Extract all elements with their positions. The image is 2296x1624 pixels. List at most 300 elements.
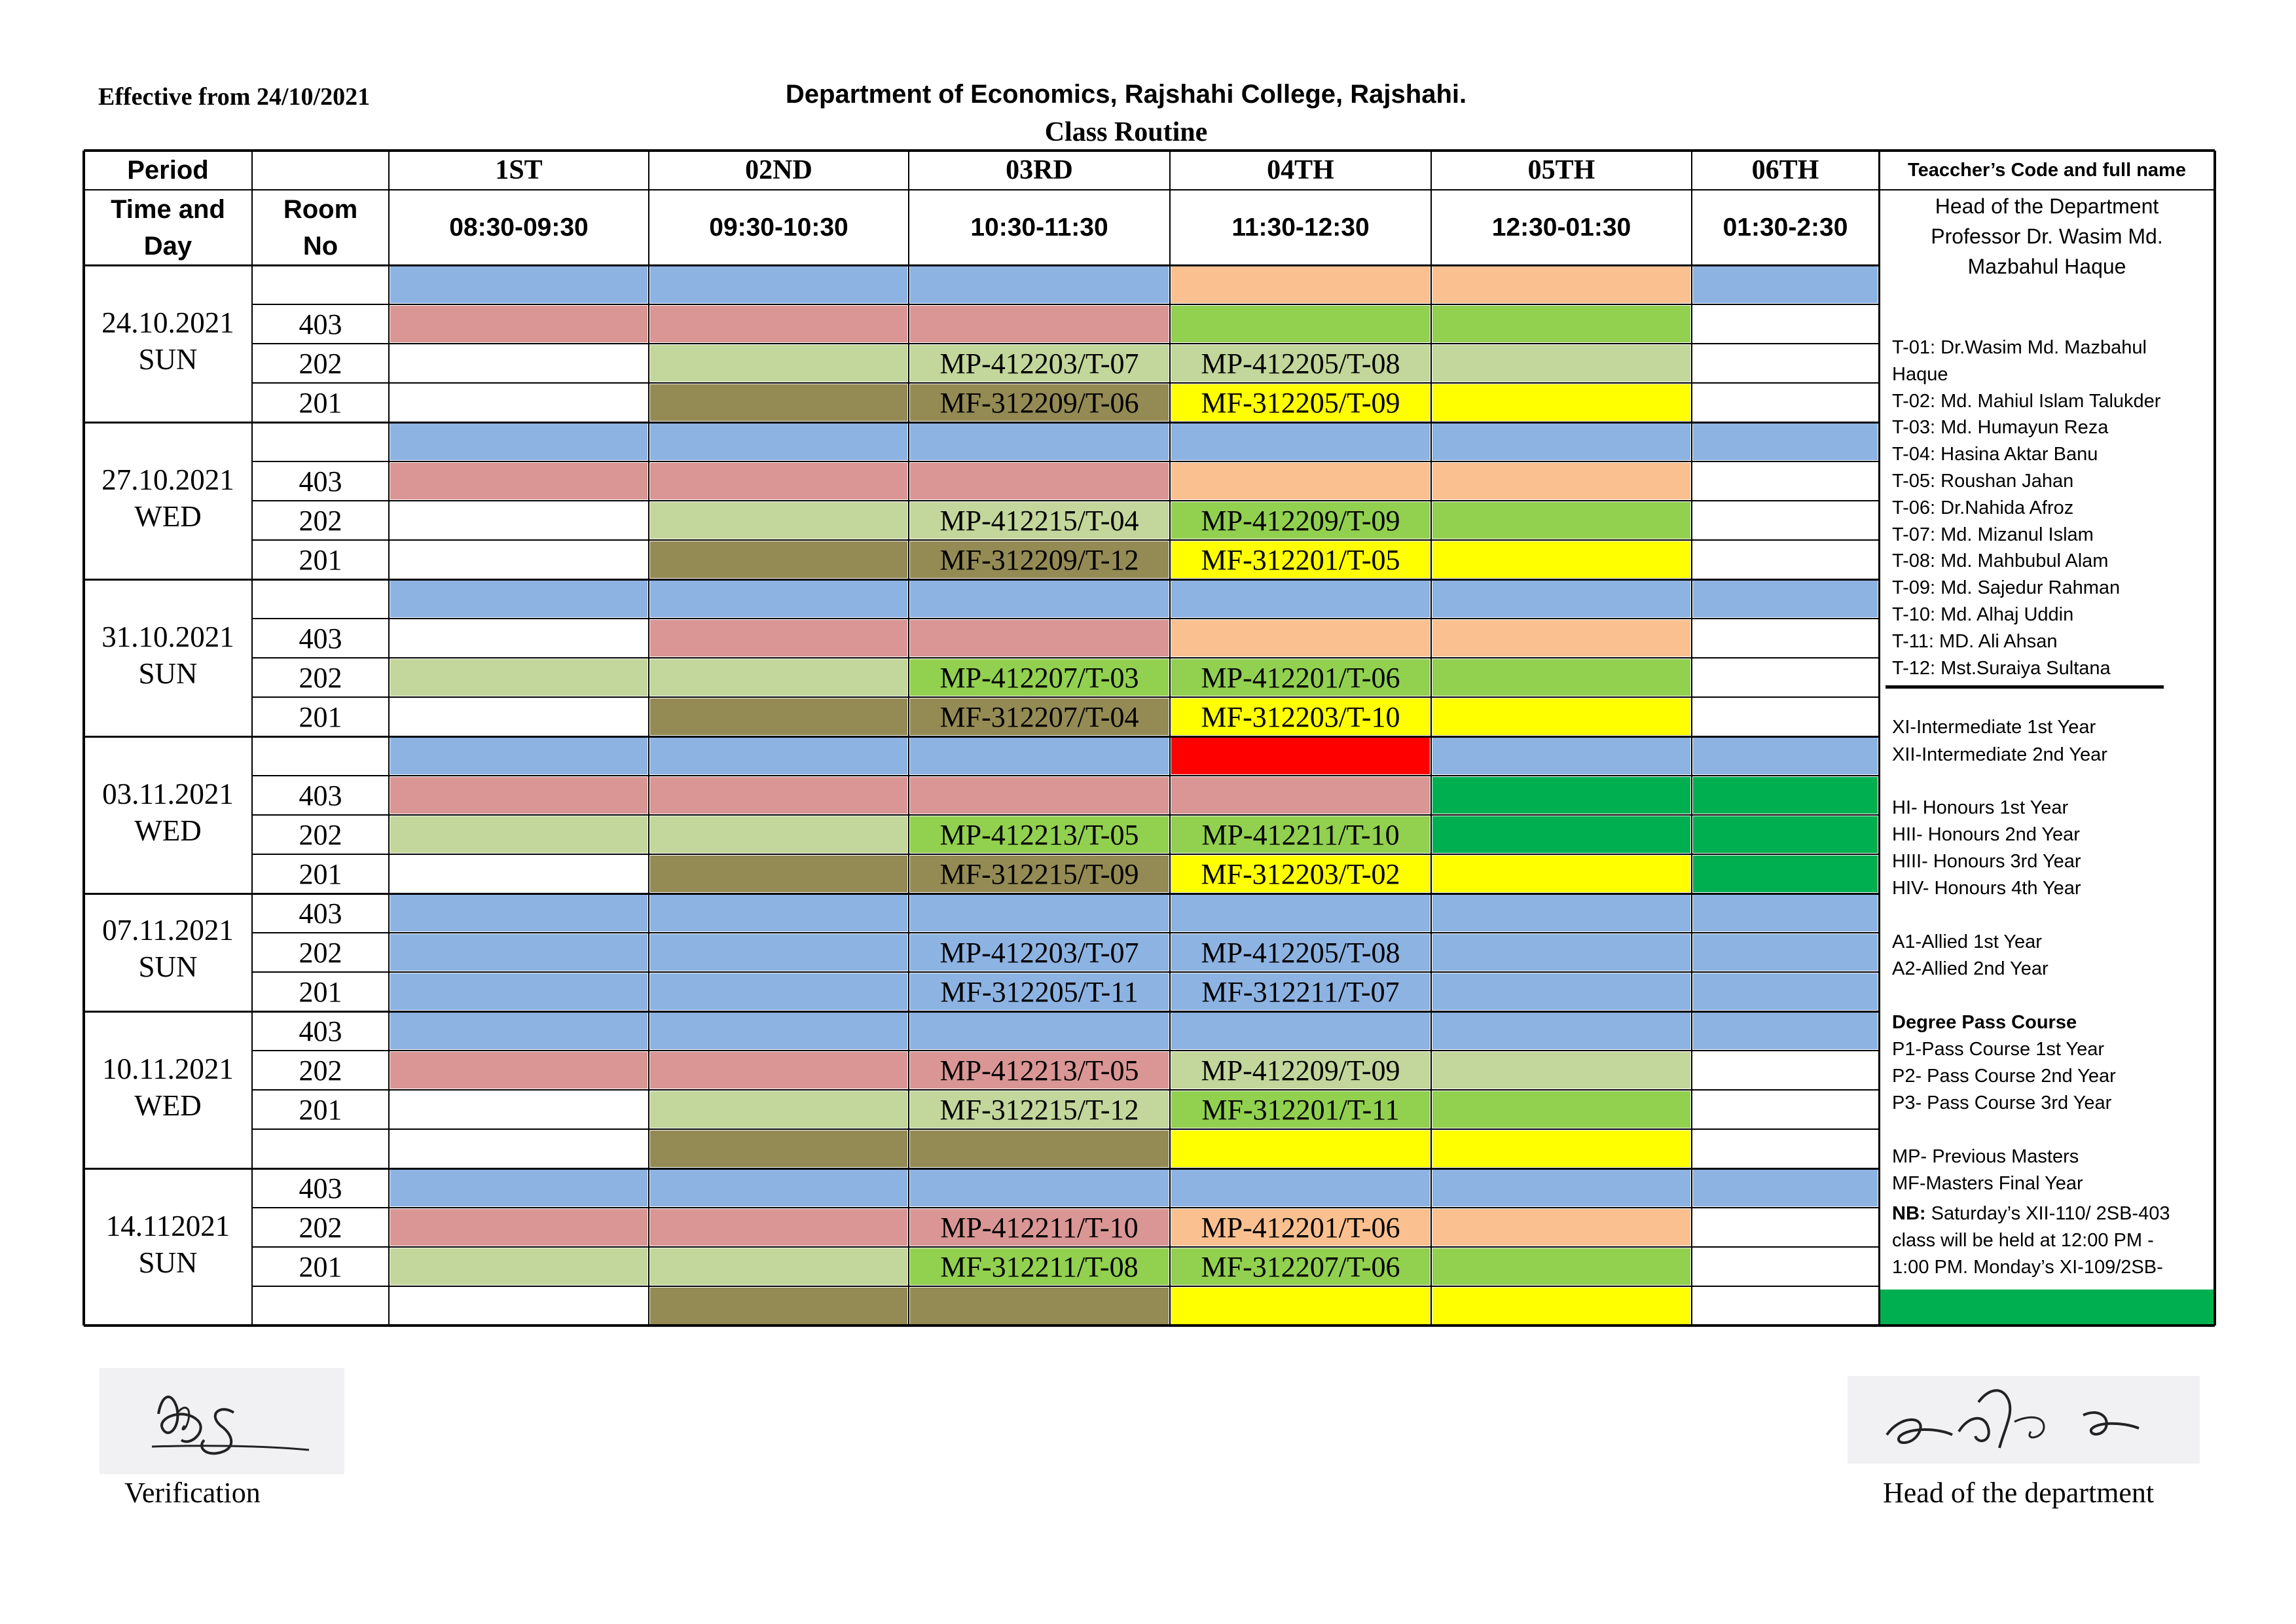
class-cell (650, 424, 907, 460)
class-cell: MF-312215/T-09 (910, 856, 1169, 892)
class-cell (1432, 306, 1690, 342)
effective-date: Effective from 24/10/2021 (98, 83, 371, 111)
period-time: 12:30-01:30 (1491, 213, 1631, 242)
day-label (84, 619, 252, 736)
class-cell (1693, 1130, 1878, 1167)
legend-line: XI-Intermediate 1st Year (1892, 717, 2096, 738)
teacher-code-line: T-07: Md. Mizanul Islam (1892, 524, 2094, 545)
class-cell (1171, 463, 1430, 499)
class-cell (910, 777, 1169, 814)
class-cell (390, 463, 647, 499)
class-cell (1432, 1170, 1690, 1206)
legend-line: HII- Honours 2nd Year (1892, 824, 2080, 845)
class-cell (1693, 816, 1878, 853)
class-cell (1432, 659, 1690, 696)
grid-line (84, 189, 2215, 190)
class-cell (390, 581, 647, 617)
period-time: 08:30-09:30 (449, 213, 589, 242)
class-cell (1171, 1170, 1430, 1206)
class-cell (910, 1013, 1169, 1049)
room-cell: 201 (299, 975, 342, 1008)
class-cell (1693, 1052, 1878, 1089)
class-cell (650, 738, 907, 774)
class-cell (910, 895, 1169, 931)
class-cell: MP-412201/T-06 (1171, 1209, 1430, 1246)
period-label: 1ST (495, 155, 543, 185)
class-cell (650, 895, 907, 931)
class-cell (1171, 1013, 1430, 1049)
class-cell (1432, 1091, 1690, 1128)
class-cell (1432, 738, 1690, 774)
room-cell: 202 (299, 504, 342, 537)
class-cell (1171, 306, 1430, 342)
class-cell (390, 777, 647, 814)
room-cell: 201 (299, 1093, 342, 1126)
class-cell (1693, 1209, 1878, 1246)
class-cell (1432, 1130, 1690, 1167)
legend-line: Degree Pass Course (1892, 1012, 2077, 1033)
class-cell (1693, 1248, 1878, 1285)
day-date: 10.11.2021 (102, 1053, 234, 1085)
class-cell (650, 1013, 907, 1049)
class-cell (650, 856, 907, 892)
grid-line (252, 539, 1879, 541)
class-cell: MP-412213/T-05 (910, 1052, 1169, 1089)
day-label (84, 912, 252, 990)
class-cell (650, 816, 907, 853)
day-date: 27.10.2021 (101, 463, 234, 496)
grid-line (1691, 151, 1692, 1326)
grid-line (252, 461, 1879, 462)
class-cell (390, 973, 647, 1010)
grid-line (252, 1089, 1879, 1091)
class-cell (650, 973, 907, 1010)
class-cell: MP-412215/T-04 (910, 502, 1169, 539)
class-cell (390, 620, 647, 657)
grid-line (84, 1324, 1879, 1327)
teacher-code-line: T-04: Hasina Aktar Banu (1892, 444, 2098, 465)
nb-line: class will be held at 12:00 PM - (1892, 1230, 2154, 1251)
class-cell: MP-412209/T-09 (1171, 1052, 1430, 1089)
grid-line (252, 1207, 1879, 1208)
head-signature (1848, 1376, 2200, 1464)
grid-line (82, 151, 85, 1326)
class-cell (650, 934, 907, 971)
class-cell (650, 266, 907, 303)
class-cell: MP-412205/T-08 (1171, 934, 1430, 971)
class-cell (910, 620, 1169, 657)
day-date: 03.11.2021 (102, 778, 234, 810)
class-cell (650, 541, 907, 578)
class-cell (650, 1091, 907, 1128)
class-cell: MF-312207/T-04 (910, 698, 1169, 735)
routine-title: Class Routine (1044, 117, 1208, 147)
class-cell (650, 659, 907, 696)
class-cell (1693, 424, 1878, 460)
teacher-code-line: T-02: Md. Mahiul Islam Talukder (1892, 390, 2161, 412)
grid-line (84, 893, 1879, 895)
class-cell: MP-412213/T-05 (910, 816, 1169, 853)
day-date: 07.11.2021 (102, 914, 234, 947)
period-header: Period (127, 155, 209, 185)
grid-line (252, 854, 1879, 855)
period-label: 03RD (1006, 155, 1073, 185)
grid-line (252, 304, 1879, 305)
class-cell: MP-412205/T-08 (1171, 345, 1430, 382)
head-of-department-line: Professor Dr. Wasim Md. (1931, 225, 2163, 248)
class-cell (390, 1248, 647, 1285)
class-cell (910, 463, 1169, 499)
room-cell: 201 (299, 700, 342, 733)
class-cell: MP-412201/T-06 (1171, 659, 1430, 696)
day-date: 24.10.2021 (101, 306, 234, 339)
class-cell (1432, 816, 1690, 853)
class-cell (1693, 463, 1878, 499)
class-cell (1693, 1170, 1878, 1206)
room-header: Room No (283, 194, 358, 261)
class-cell (1432, 895, 1690, 931)
room-cell: 403 (299, 465, 342, 497)
class-cell (1171, 266, 1430, 303)
room-cell: 403 (299, 1015, 342, 1047)
class-cell (390, 1013, 647, 1049)
grid-line (84, 422, 1879, 424)
class-cell (1693, 777, 1878, 814)
grid-line (648, 151, 649, 1326)
day-weekday: SUN (138, 343, 198, 376)
room-cell: 403 (299, 779, 342, 812)
teacher-code-line: T-10: Md. Alhaj Uddin (1892, 604, 2074, 625)
period-time: 01:30-2:30 (1722, 213, 1848, 242)
room-cell: 403 (299, 308, 342, 340)
grid-line (252, 382, 1879, 384)
class-cell (390, 1052, 647, 1089)
time-day-header: Time and Day (111, 194, 225, 261)
room-cell: 202 (299, 1211, 342, 1244)
period-label: 05TH (1527, 155, 1595, 185)
class-cell (390, 856, 647, 892)
class-cell: MF-312211/T-07 (1171, 973, 1430, 1010)
grid-line (84, 736, 1879, 738)
teacher-code-line: T-11: MD. Ali Ahsan (1892, 630, 2058, 652)
class-cell (1432, 620, 1690, 657)
grid-line (84, 1011, 1879, 1013)
grid-line (252, 1128, 1879, 1130)
grid-line (1879, 1324, 2215, 1327)
legend-line: A1-Allied 1st Year (1892, 931, 2042, 952)
class-cell (390, 698, 647, 735)
class-cell (1693, 502, 1878, 539)
class-cell (1432, 266, 1690, 303)
room-cell (252, 1129, 389, 1168)
room-cell (252, 1286, 389, 1326)
class-cell (390, 816, 647, 853)
teacher-code-line: T-06: Dr.Nahida Afroz (1892, 497, 2074, 518)
class-cell (1693, 266, 1878, 303)
class-cell (1693, 306, 1878, 342)
nb-line: Saturday’s XII-110/ 2SB-403 (1925, 1203, 2170, 1224)
class-cell (390, 306, 647, 342)
class-cell (390, 266, 647, 303)
day-weekday: SUN (138, 1246, 198, 1279)
legend-line: HIII- Honours 3rd Year (1892, 851, 2081, 872)
head-of-department-line: Head of the Department (1935, 194, 2159, 218)
class-cell (1693, 738, 1878, 774)
grid-line (252, 618, 1879, 619)
grid-line (1878, 151, 1880, 1326)
period-time: 09:30-10:30 (709, 213, 848, 242)
grid-line (84, 264, 1879, 266)
grid-line (252, 971, 1879, 973)
class-cell (1432, 424, 1690, 460)
grid-line (252, 814, 1879, 816)
class-cell (650, 345, 907, 382)
class-cell (1693, 973, 1878, 1010)
teacher-code-header: Teaccher’s Code and full name (1908, 159, 2186, 181)
class-cell (1432, 384, 1690, 421)
class-cell (910, 266, 1169, 303)
grid-line (252, 657, 1879, 659)
teacher-code-line: T-01: Dr.Wasim Md. Mazbahul (1892, 337, 2147, 358)
grid-line (1430, 151, 1432, 1326)
verification-label: Verification (124, 1477, 261, 1509)
legend-line: P1-Pass Course 1st Year (1892, 1039, 2105, 1060)
teacher-code-line: T-03: Md. Humayun Reza (1892, 417, 2109, 439)
class-cell (1693, 1288, 1878, 1324)
room-cell: 202 (299, 1054, 342, 1087)
class-cell: MF-312209/T-12 (910, 541, 1169, 578)
day-weekday: WED (134, 814, 202, 847)
grid-line (252, 500, 1879, 501)
class-cell (1432, 502, 1690, 539)
class-cell (390, 384, 647, 421)
class-cell (390, 1288, 647, 1324)
room-cell (252, 736, 389, 776)
day-date: 14.112021 (105, 1210, 230, 1242)
period-label: 06TH (1751, 155, 1819, 185)
class-cell: MF-312205/T-09 (1171, 384, 1430, 421)
class-cell (650, 620, 907, 657)
head-signature-box (1848, 1376, 2200, 1464)
class-cell (1693, 620, 1878, 657)
class-cell (1693, 1013, 1878, 1049)
class-cell (1432, 541, 1690, 578)
legend-line: HIV- Honours 4th Year (1892, 878, 2081, 899)
room-cell: 202 (299, 936, 342, 969)
class-cell (1432, 1288, 1690, 1324)
nb-label: NB: (1892, 1203, 1926, 1224)
grid-line (84, 149, 2215, 152)
legend-line: MP- Previous Masters (1892, 1146, 2079, 1167)
grid-line (2214, 151, 2216, 1326)
grid-line (252, 1050, 1879, 1051)
class-cell (390, 502, 647, 539)
class-cell (390, 1130, 647, 1167)
class-cell (390, 1170, 647, 1206)
day-weekday: SUN (138, 657, 198, 690)
teacher-code-line: T-12: Mst.Suraiya Sultana (1892, 657, 2111, 679)
room-cell: 201 (299, 857, 342, 890)
class-cell (650, 384, 907, 421)
class-cell: MP-412207/T-03 (910, 659, 1169, 696)
room-cell: 403 (299, 1172, 342, 1204)
class-cell (650, 581, 907, 617)
class-cell: MF-312211/T-08 (910, 1248, 1169, 1285)
class-cell (1432, 1052, 1690, 1089)
legend-line: P3- Pass Course 3rd Year (1892, 1092, 2112, 1113)
day-label (84, 461, 252, 579)
class-cell: MF-312203/T-10 (1171, 698, 1430, 735)
class-cell (1432, 1209, 1690, 1246)
class-cell: MF-312201/T-05 (1171, 541, 1430, 578)
class-cell (1171, 738, 1430, 774)
grid-line (252, 1286, 1879, 1287)
class-cell (1693, 895, 1878, 931)
sidebar-green-strip (1880, 1290, 2214, 1324)
day-weekday: WED (134, 1089, 202, 1122)
class-cell (1693, 345, 1878, 382)
class-cell (910, 306, 1169, 342)
room-cell (252, 579, 389, 619)
grid-line (252, 696, 1879, 698)
legend-line: A2-Allied 2nd Year (1892, 958, 2049, 979)
day-weekday: WED (134, 500, 202, 533)
class-cell (1171, 424, 1430, 460)
class-cell: MF-312209/T-06 (910, 384, 1169, 421)
day-label (84, 304, 252, 422)
grid-line (388, 151, 390, 1326)
class-cell (1693, 934, 1878, 971)
department-title: Department of Economics, Rajshahi College, Rajshahi. (785, 80, 1467, 109)
class-cell (390, 934, 647, 971)
class-cell (1693, 659, 1878, 696)
class-cell: MP-412211/T-10 (910, 1209, 1169, 1246)
day-weekday: SUN (138, 950, 198, 983)
teacher-code-line: T-05: Roushan Jahan (1892, 471, 2074, 492)
class-cell (1693, 384, 1878, 421)
room-cell (252, 422, 389, 461)
class-cell (1693, 581, 1878, 617)
class-cell (650, 1248, 907, 1285)
grid-line (252, 775, 1879, 776)
grid-line (908, 151, 909, 1326)
room-cell: 403 (299, 622, 342, 655)
class-cell (650, 502, 907, 539)
class-cell (1432, 581, 1690, 617)
legend-line: MF-Masters Final Year (1892, 1173, 2083, 1194)
class-cell (1432, 934, 1690, 971)
class-cell (650, 1288, 907, 1324)
class-cell (1432, 345, 1690, 382)
class-cell (1432, 777, 1690, 814)
class-cell (650, 1209, 907, 1246)
room-cell: 201 (299, 543, 342, 576)
class-cell: MP-412209/T-09 (1171, 502, 1430, 539)
class-cell (650, 463, 907, 499)
class-cell (1171, 1288, 1430, 1324)
class-cell: MP-412203/T-07 (910, 345, 1169, 382)
class-cell (390, 1091, 647, 1128)
class-cell (910, 1170, 1169, 1206)
class-cell (1432, 973, 1690, 1010)
period-time: 11:30-12:30 (1231, 213, 1370, 242)
class-cell (390, 1209, 647, 1246)
class-cell (910, 424, 1169, 460)
room-cell: 201 (299, 1250, 342, 1283)
nb-note (1892, 1203, 2170, 1225)
room-cell: 202 (299, 661, 342, 694)
grid-line (252, 932, 1879, 933)
class-cell (1432, 463, 1690, 499)
verification-signature (100, 1368, 344, 1474)
teacher-code-line: T-09: Md. Sajedur Rahman (1892, 577, 2121, 599)
class-cell (650, 698, 907, 735)
class-cell (650, 1130, 907, 1167)
class-cell (1171, 895, 1430, 931)
class-cell (390, 541, 647, 578)
period-label: 02ND (745, 155, 812, 185)
class-cell (910, 1130, 1169, 1167)
day-label (84, 776, 252, 893)
day-date: 31.10.2021 (101, 621, 234, 653)
room-cell (252, 265, 389, 304)
class-cell: MF-312207/T-06 (1171, 1248, 1430, 1285)
room-cell: 202 (299, 347, 342, 380)
class-cell (1432, 856, 1690, 892)
class-cell (390, 345, 647, 382)
teacher-code-line: T-08: Md. Mahbubul Alam (1892, 550, 2109, 572)
class-cell (1432, 698, 1690, 735)
class-cell (390, 895, 647, 931)
grid-line (1886, 685, 2164, 689)
class-cell (1693, 541, 1878, 578)
room-cell: 201 (299, 386, 342, 419)
head-label: Head of the department (1883, 1477, 2155, 1509)
class-cell (1171, 581, 1430, 617)
class-cell (1693, 1091, 1878, 1128)
period-label: 04TH (1267, 155, 1334, 185)
class-cell (1432, 1013, 1690, 1049)
class-cell (650, 306, 907, 342)
verification-signature-box (100, 1368, 344, 1474)
class-cell (1693, 856, 1878, 892)
room-cell: 403 (299, 897, 342, 929)
legend-line: P2- Pass Course 2nd Year (1892, 1066, 2116, 1087)
class-cell (1693, 698, 1878, 735)
class-cell: MF-312201/T-11 (1171, 1091, 1430, 1128)
teacher-code-line: Haque (1892, 363, 1948, 385)
grid-line (84, 579, 1879, 581)
class-cell (1171, 777, 1430, 814)
period-time: 10:30-11:30 (970, 213, 1108, 242)
grid-line (252, 343, 1879, 344)
room-cell: 202 (299, 818, 342, 851)
class-cell: MP-412211/T-10 (1171, 816, 1430, 853)
class-cell (1432, 1248, 1690, 1285)
class-cell (910, 1288, 1169, 1324)
class-cell (390, 738, 647, 774)
grid-line (84, 1168, 1879, 1170)
class-cell: MF-312203/T-02 (1171, 856, 1430, 892)
class-cell (650, 777, 907, 814)
day-label (84, 1051, 252, 1168)
class-cell (910, 581, 1169, 617)
class-cell (910, 738, 1169, 774)
head-of-department-line: Mazbahul Haque (1967, 255, 2126, 278)
class-cell: MF-312205/T-11 (910, 973, 1169, 1010)
legend-line: HI- Honours 1st Year (1892, 797, 2069, 818)
class-cell (650, 1052, 907, 1089)
